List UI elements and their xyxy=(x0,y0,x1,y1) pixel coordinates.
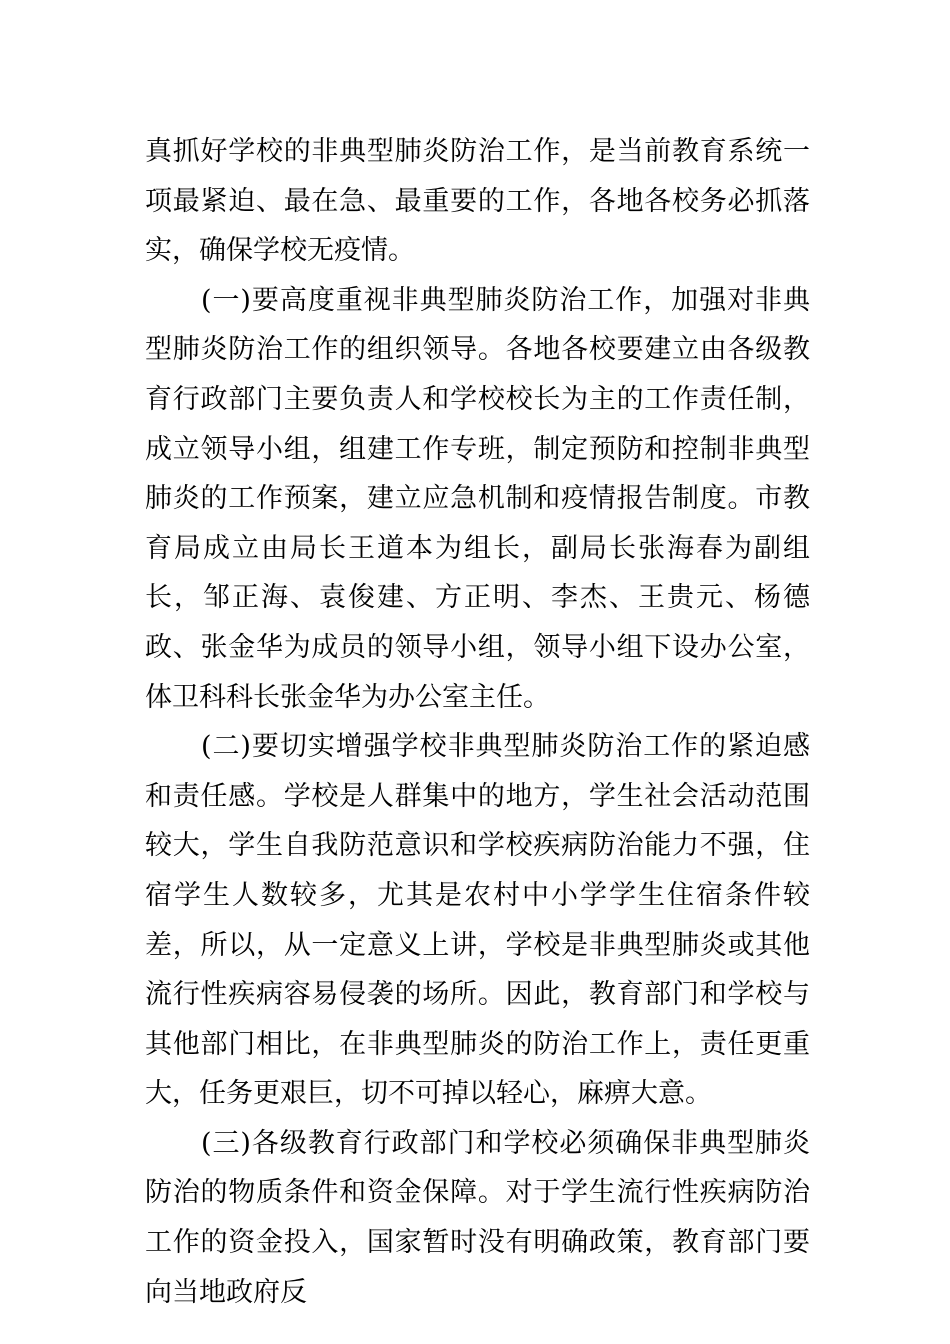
paragraph-section-3: (三)各级教育行政部门和学校必须确保非典型肺炎防治的物质条件和资金保障。对于学生流行性疾病防治工作的资金投入，国家暂时没有明确政策，教育部门要向当地政府反 xyxy=(145,1127,810,1308)
document-body xyxy=(145,127,810,1317)
paragraph-section-1: (一)要高度重视非典型肺炎防治工作，加强对非典型肺炎防治工作的组织领导。各地各校要建立由各级教育行政部门主要负责人和学校校长为主的工作责任制，成立领导小组，组建工作专班，制定预防和控制非典型肺炎的工作预案，建立应急机制和疫情报告制度。市教育局成立由局长王道本为组长，副局长张海春为副组长，邹正海、袁俊建、方正明、李杰、王贵元、杨德政、张金华为成员的领导小组，领导小组下设办公室，体卫科科长张金华为办公室主任。 xyxy=(145,284,810,713)
paragraph-continuation: 真抓好学校的非典型肺炎防治工作，是当前教育系统一项最紧迫、最在急、最重要的工作，各地各校务必抓落实，确保学校无疫情。 xyxy=(145,136,810,267)
paragraph-section-2: (二)要切实增强学校非典型肺炎防治工作的紧迫感和责任感。学校是人群集中的地方，学生社会活动范围较大，学生自我防范意识和学校疾病防治能力不强，住宿学生人数较多，尤其是农村中小学学生住宿条件较差，所以，从一定意义上讲，学校是非典型肺炎或其他流行性疾病容易侵袭的场所。因此，教育部门和学校与其他部门相比，在非典型肺炎的防治工作上，责任更重大，任务更艰巨，切不可掉以轻心，麻痹大意。 xyxy=(145,731,810,1110)
